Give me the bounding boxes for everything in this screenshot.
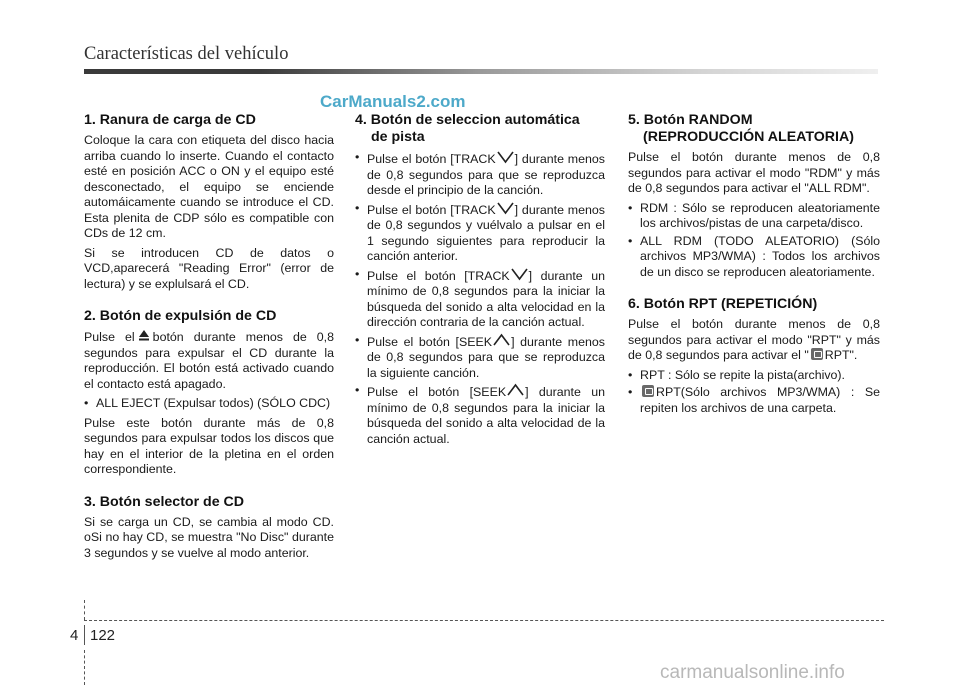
text: Pulse el botón durante menos de 0,8 segundos para activar el modo "RPT" y más de 0,8 segundos para activar el " — [628, 317, 880, 362]
page-header-title: Características del vehículo — [84, 44, 289, 64]
section-1-paragraph-1: Coloque la cara con etiqueta del disco hacia arriba cuando lo inserte. Cuando el contacto esté en posición ACC o ON y el equipo esté desconectado, el equipo se enciende automáicamente cuando se introduce el CD. Esta plenita de CDP sólo es compatible con CDs de 12 cm. — [84, 133, 334, 240]
text: Pulse el botón [TRACK — [367, 268, 510, 283]
section-1-title: 1. Ranura de carga de CD — [84, 112, 256, 128]
text: Pulse el botón [SEEK — [367, 385, 507, 399]
section-3-paragraph-1: Si se carga un CD, se cambia al modo CD. oSi no hay CD, se muestra "No Disc" durante 3 segundos y se vuelve al modo anterior. — [84, 514, 334, 560]
list-item — [355, 150, 605, 199]
text: ] durante un mínimo de 0,8 segundos para la iniciar la búsqueda del sonido a alta velocidad en la dirección contraria de la canción actual. — [367, 268, 605, 329]
chevron-up-icon — [493, 333, 510, 347]
text: Pulse el botón [TRACK — [367, 152, 496, 166]
section-5-title-line-1: 5. Botón RANDOM — [628, 112, 753, 128]
section-2-paragraph-2: Pulse este botón durante más de 0,8 segundos para expulsar todos los discos que hay en el interior de la pletina en el orden correspondiente. — [84, 415, 334, 476]
section-2-paragraph-1 — [84, 329, 334, 392]
column-2 — [355, 112, 605, 451]
text: botón durante menos de 0,8 segundos para expulsar el CD durante la reproducción. El botón está activado cuando el contacto está apagado. — [84, 330, 334, 391]
eject-icon — [138, 329, 150, 341]
section-1-paragraph-2: Si se introducen CD de datos o VCD,aparecerá "Reading Error" (error de lectura) y se explulsará el CD. — [84, 245, 334, 291]
folder-icon — [811, 348, 823, 360]
list-item — [355, 201, 605, 265]
header-rule — [84, 69, 878, 74]
chevron-down-icon — [497, 201, 514, 215]
text: Pulse el botón [SEEK — [367, 334, 493, 349]
section-2-title: 2. Botón de expulsión de CD — [84, 308, 277, 324]
chevron-down-icon — [497, 150, 514, 164]
section-2-list — [84, 396, 334, 412]
chapter-number: 4 — [70, 627, 79, 644]
text: RPT". — [824, 348, 858, 362]
text: ] durante menos de 0,8 segundos para que se reproduzca desde el principio de la canción. — [367, 152, 605, 197]
page-number-divider — [84, 625, 85, 645]
footer-rule — [84, 620, 884, 621]
column-1 — [84, 112, 334, 565]
text: Pulse el — [84, 330, 135, 344]
section-4-title — [355, 112, 605, 146]
list-item: • RDM : Sólo se reproducen aleatoriamente los archivos/pistas de una carpeta/disco. — [628, 201, 880, 232]
section-3-title: 3. Botón selector de CD — [84, 493, 245, 510]
section-4-title-line-2: de pista — [371, 129, 425, 145]
chevron-up-icon — [507, 383, 524, 397]
list-item: • ALL EJECT (Expulsar todos) (SÓLO CDC) — [84, 396, 334, 412]
text: RPT(Sólo archivos MP3/WMA) : Se repiten los archivos de una carpeta. — [640, 385, 880, 415]
list-item: • ALL RDM (TODO ALEATORIO) (Sólo archivos MP3/WMA) : Todos los archivos de un disco se reproducen aleatoriamente. — [628, 234, 880, 281]
text: ] durante menos de 0,8 segundos y vuélvalo a pulsar en el 1 segundo siguientes para reproducir la canción anterior. — [367, 202, 605, 263]
footer-vertical-rule-top — [84, 600, 85, 620]
section-6-list — [628, 368, 880, 417]
section-5-title-line-2: (REPRODUCCIÓN ALEATORIA) — [643, 129, 854, 145]
section-5-list — [628, 201, 880, 281]
section-6-paragraph-1 — [628, 317, 880, 364]
text: ] durante un mínimo de 0,8 segundos para la iniciar la búsqueda del sonido a alta velocidad de la canción actual. — [367, 385, 605, 446]
section-6-title: 6. Botón RPT (REPETICIÓN) — [628, 296, 818, 312]
list-item: • RPT : Sólo se repite la pista(archivo). — [628, 368, 880, 384]
list-item — [355, 267, 605, 331]
folder-icon — [642, 385, 654, 397]
text: Pulse el botón [TRACK — [367, 202, 496, 217]
watermark-bottom[interactable]: carmanualsonline.info — [660, 662, 845, 683]
list-item — [355, 333, 605, 382]
section-4-title-line-1: 4. Botón de seleccion automática — [355, 112, 580, 128]
text: ] durante menos de 0,8 segundos para que se reproduzca la siguiente canción. — [367, 334, 605, 380]
chevron-down-icon — [511, 267, 528, 281]
column-3 — [628, 112, 880, 420]
section-5-title — [628, 112, 880, 146]
page-number: 122 — [90, 627, 116, 644]
watermark-top[interactable]: CarManuals2.com — [320, 92, 466, 111]
section-5-paragraph-1: Pulse el botón durante menos de 0,8 segundos para activar el modo "RDM" y más de 0,8 segundos para activar el "ALL RDM". — [628, 150, 880, 195]
list-item — [355, 383, 605, 447]
list-item — [628, 385, 880, 416]
section-4-list — [355, 150, 605, 447]
footer-vertical-rule-bottom — [84, 650, 85, 685]
